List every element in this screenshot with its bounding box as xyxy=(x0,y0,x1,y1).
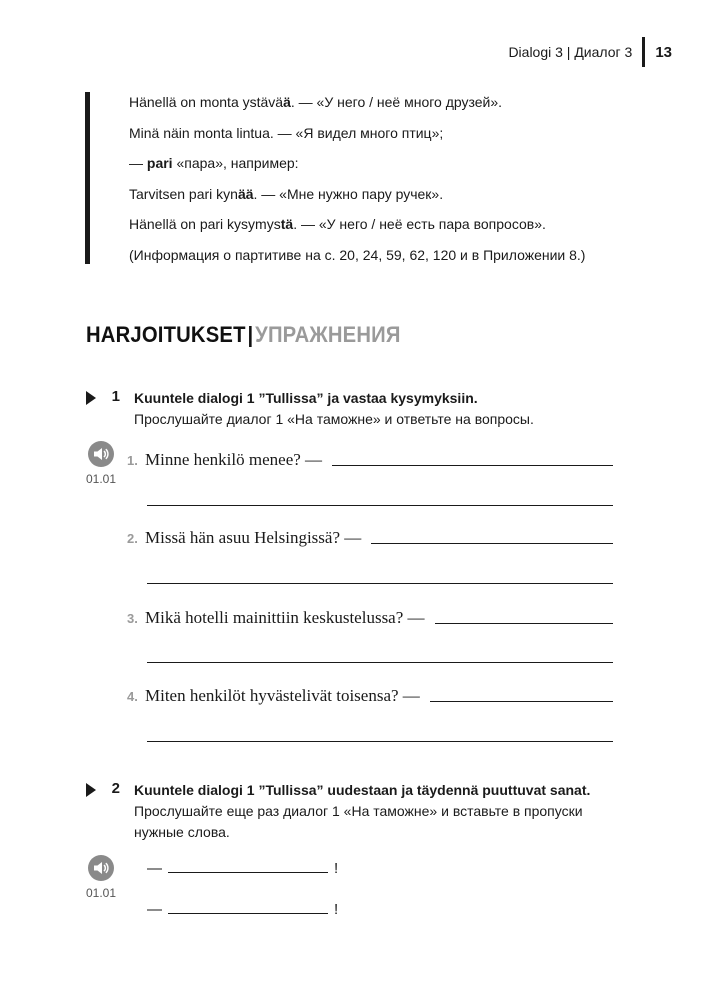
callout-line xyxy=(129,153,585,184)
audio-code: 01.01 xyxy=(86,472,117,486)
play-triangle-icon xyxy=(86,391,96,405)
audio-track-2[interactable] xyxy=(86,855,116,900)
blank-row-2 xyxy=(147,901,338,918)
answer-line[interactable] xyxy=(147,505,613,506)
answer-blank[interactable] xyxy=(430,700,613,702)
callout-text: Minä näin monta lintua. — «Я видел много птиц»; xyxy=(129,124,444,141)
answer-line[interactable] xyxy=(147,741,613,742)
dash: — xyxy=(147,860,162,877)
callout-text: Hänellä on pari kysymys xyxy=(129,216,281,232)
question-number: 1. xyxy=(127,453,138,468)
callout-text: — xyxy=(129,155,147,171)
callout-text: «пара», например: xyxy=(172,155,299,171)
question-text: Missä hän asuu Helsingissä? — xyxy=(145,528,362,547)
answer-blank[interactable] xyxy=(168,913,328,914)
callout-emphasis: tä xyxy=(280,216,294,232)
callout-text: . — «Мне нужно пару ручек». xyxy=(253,185,444,202)
blank-row-1 xyxy=(147,860,338,877)
answer-blank[interactable] xyxy=(168,872,328,873)
callout-emphasis: pari xyxy=(146,155,173,171)
callout-line xyxy=(129,92,585,123)
exclamation: ! xyxy=(334,901,339,918)
exercise-number: 2 xyxy=(111,780,120,797)
callout-text: Hänellä on monta ystävä xyxy=(129,94,284,110)
callout-line xyxy=(129,184,585,215)
section-title xyxy=(86,322,401,348)
instruction-ru: Прослушайте диалог 1 «На таможне» и ответьте на вопросы. xyxy=(134,411,534,427)
callout-text: . — «У него / неё есть пара вопросов». xyxy=(293,216,546,232)
callout-emphasis: ää xyxy=(237,185,254,202)
question-number: 3. xyxy=(127,611,138,626)
instruction-fi: Kuuntele dialogi 1 ”Tullissa” ja vastaa kysymyksiin. xyxy=(134,390,478,406)
exercise-instructions xyxy=(134,388,534,430)
audio-code: 01.01 xyxy=(86,886,117,900)
exclamation: ! xyxy=(334,860,339,877)
callout-text: Tarvitsen pari kyn xyxy=(129,185,238,202)
question-number: 4. xyxy=(127,689,138,704)
question-2 xyxy=(127,524,613,548)
answer-line[interactable] xyxy=(147,662,613,663)
instruction-ru-cont: нужные слова. xyxy=(134,824,230,840)
callout-text: (Информация о партитиве на с. 20, 24, 59, 62, 120 и в Приложении 8.) xyxy=(129,246,586,263)
question-text: Mikä hotelli mainittiin keskustelussa? — xyxy=(145,608,425,627)
answer-blank[interactable] xyxy=(332,464,613,466)
question-text: Minne henkilö menee? — xyxy=(145,450,323,469)
chapter-label: Dialogi 3 | Диалог 3 xyxy=(508,44,633,60)
callout-text: . — «У него / неё много друзей». xyxy=(290,94,503,110)
exercise-1-heading xyxy=(86,388,534,430)
question-number: 2. xyxy=(127,531,138,546)
answer-blank[interactable] xyxy=(371,542,613,544)
instruction-ru: Прослушайте еще раз диалог 1 «На таможне» и вставьте в пропуски xyxy=(134,803,583,819)
answer-line[interactable] xyxy=(147,583,613,584)
dash: — xyxy=(147,901,162,918)
running-header xyxy=(508,40,672,64)
callout-bar xyxy=(85,92,90,264)
question-3 xyxy=(127,604,613,628)
callout-line xyxy=(129,123,585,154)
section-title-separator: | xyxy=(247,322,254,347)
callout-line xyxy=(129,245,585,276)
exercise-2-heading xyxy=(86,780,590,843)
exercise-instructions xyxy=(134,780,590,843)
speaker-icon[interactable] xyxy=(88,441,114,467)
page-number: 13 xyxy=(655,43,672,61)
callout-line xyxy=(129,214,585,245)
section-title-ru: УПРАЖНЕНИЯ xyxy=(255,322,401,347)
question-1 xyxy=(127,446,613,470)
instruction-fi: Kuuntele dialogi 1 ”Tullissa” uudestaan ja täydennä puuttuvat sanat. xyxy=(134,782,591,798)
question-4 xyxy=(127,682,613,706)
callout-lines xyxy=(129,92,585,275)
exercise-number: 1 xyxy=(111,388,120,405)
question-text: Miten henkilöt hyvästelivät toisensa? — xyxy=(145,686,420,705)
audio-track-1[interactable] xyxy=(86,441,116,486)
answer-blank[interactable] xyxy=(435,622,613,624)
play-triangle-icon xyxy=(86,783,96,797)
speaker-icon[interactable] xyxy=(88,855,114,881)
callout-emphasis: ä xyxy=(283,94,291,110)
section-title-fi: HARJOITUKSET xyxy=(86,322,246,347)
